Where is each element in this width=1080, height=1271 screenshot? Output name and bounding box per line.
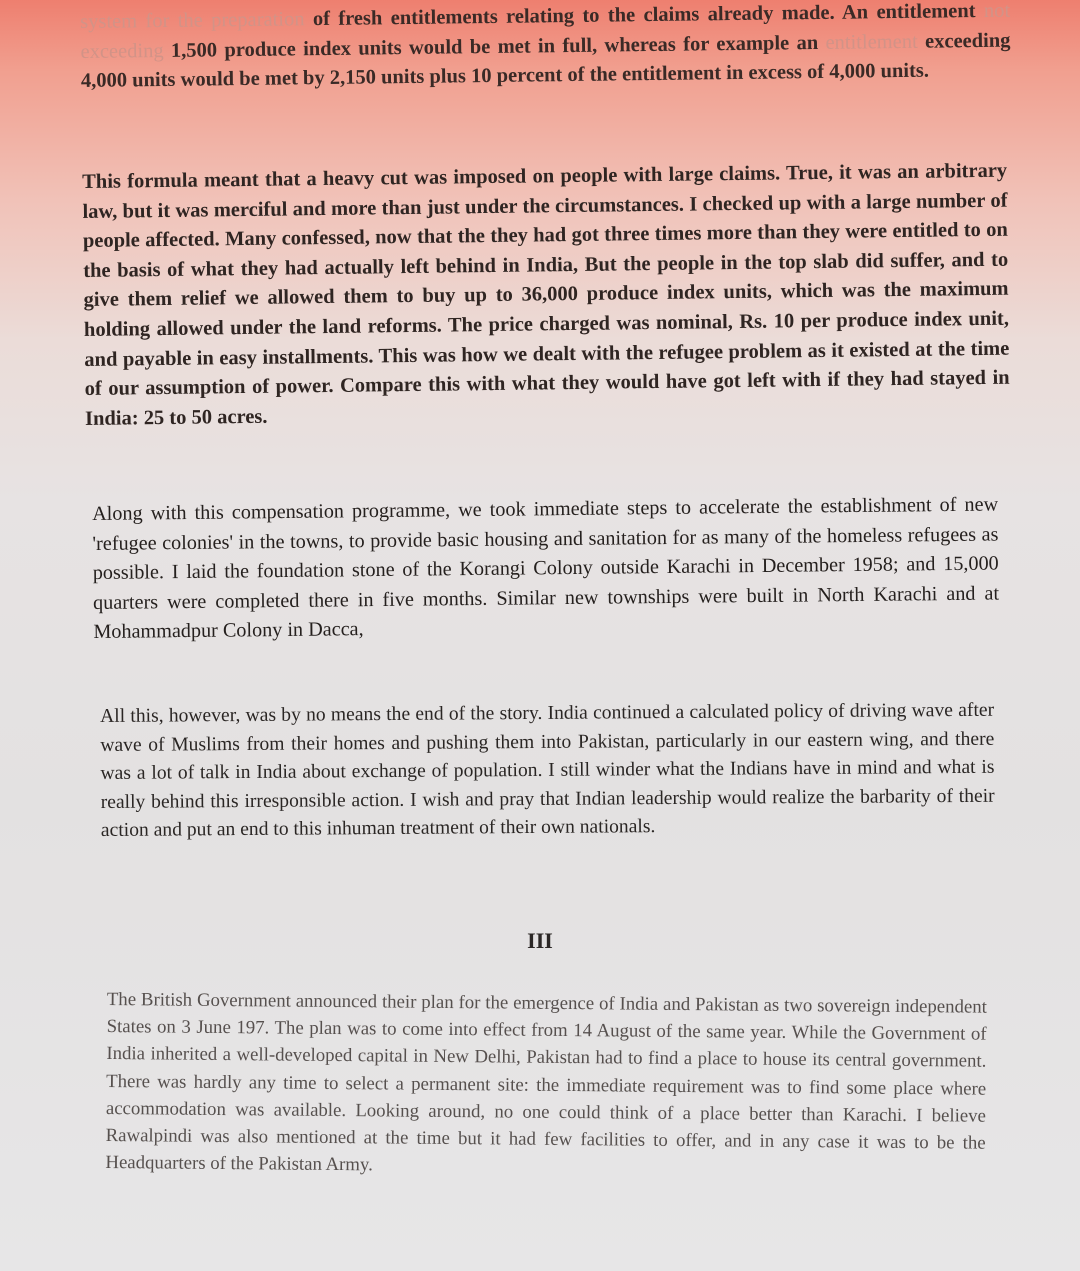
paragraph-capital: The British Government announced their plan for the emergence of India and Pakistan as two sovereign independent States on 3 June 197. The plan was to come into effect from 14 August of the same year. While the Government of India inherited a well-developed capital in New Delhi, Pakistan had to find a place to house its central government. There was hardly any time to select a permanent site: the immediate requirement was to find some place where accommodation was available. Looking around, no one could think of a place better than Karachi. I believe Rawalpindi was also mentioned at the time but it had few facilities to offer, and in any case it was to be the Headquarters of the Pakistan Army. — [105, 988, 987, 1176]
faded-text: system for the preparation — [80, 8, 305, 33]
paragraph-text: 1,500 produce index units would be met in full, whereas for example an — [163, 31, 826, 62]
paragraph-text: of fresh entitlements relating to the claims already made. An entitlement — [304, 0, 985, 31]
paragraph-formula: This formula meant that a heavy cut was imposed on people with large claims. True, it was an arbitrary law, but it was merciful and more than just under the circumstances. I checked up with a large number of people affected. Many confessed, now that the they had got three times more than they were entitled to on the basis of what they had actually left behind in India, But the people in the top slab did suffer, and to give them relief we allowed them to buy up to 36,000 produce index units, which was the maximum holding allowed under the land reforms. The price charged was nominal, Rs. 10 per produce index unit, and payable in easy installments. This was how we dealt with the refugee problem as it existed at the time of our assumption of power. Compare this with what they would have got left with if they had stayed in India: 25 to 50 acres. — [82, 159, 1010, 430]
faded-text: not exceeding — [80, 0, 1011, 63]
paragraph-entitlements — [80, 0, 1011, 96]
paragraph-text: exceeding 4,000 units would be met by 2,150 units plus 10 percent of the entitlement in excess of 4,000 units. — [80, 29, 1011, 92]
section-heading: III — [527, 928, 553, 953]
paragraph-refugee-colonies: Along with this compensation programme, we took immediate steps to accelerate the establishment of new 'refugee colonies' in the towns, to provide basic housing and sanitation for as many of the homeless refugees as possible. I laid the foundation stone of the Korangi Colony outside Karachi in December 1958; and 15,000 quarters were completed there in five months. Similar new townships were built in North Karachi and at Mohammadpur Colony in Dacca, — [92, 493, 1000, 644]
faded-text: entitlement — [825, 30, 918, 54]
paragraph-population-exchange: All this, however, was by no means the end of the story. India continued a calculated policy of driving wave after wave of Muslims from their homes and pushing them into Pakistan, particularly in our eastern wing, and there was a lot of talk in India about exchange of population. I still winder what the Indians have in mind and what is really behind this irresponsible action. I wish and pray that Indian leadership would realize the barbarity of their action and put an end to this inhuman treatment of their own nationals. — [100, 699, 995, 841]
